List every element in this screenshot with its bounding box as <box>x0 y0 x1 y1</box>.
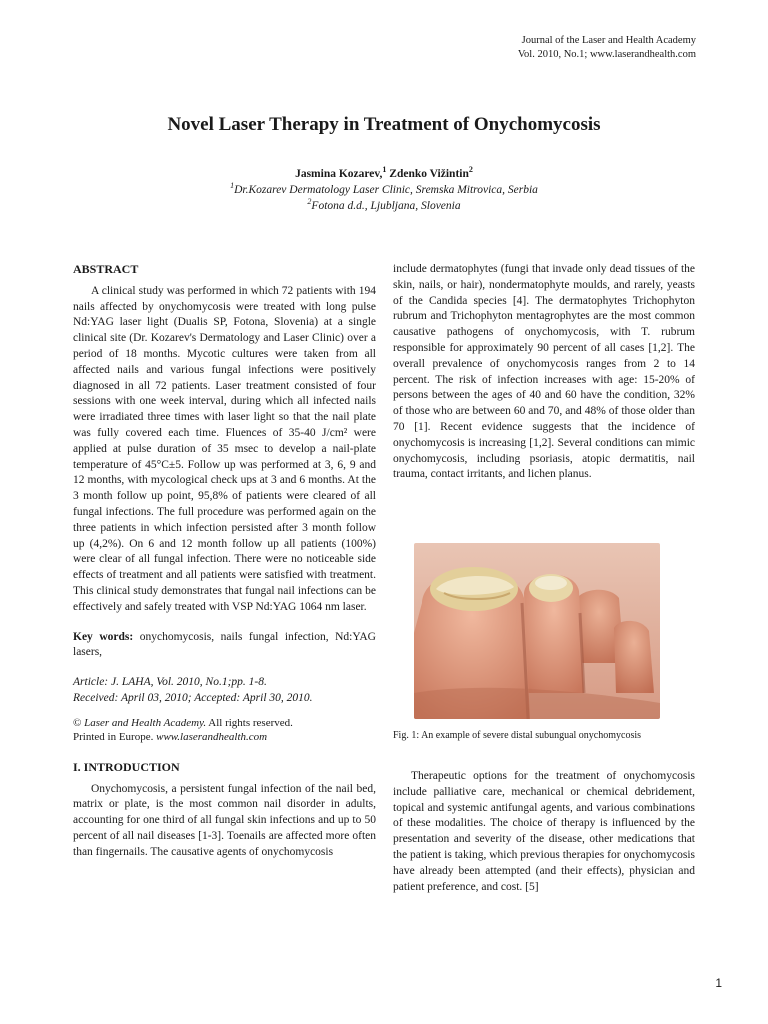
right-column-bottom <box>393 769 695 895</box>
author-2: Zdenko Vižintin <box>386 168 469 180</box>
copyright-symbol: © <box>73 716 85 729</box>
copyright-rights: All rights reserved. <box>206 716 293 729</box>
affiliation-2 <box>0 198 768 214</box>
journal-header <box>518 34 696 62</box>
right-column-top <box>393 262 695 483</box>
journal-name: Journal of the Laser and Health Academy <box>521 35 696 46</box>
page-number: 1 <box>715 976 722 990</box>
keywords-text: onychomycosis, nails fungal infection, Nd:YAG lasers, <box>73 630 376 659</box>
introduction-text-left: Onychomycosis, a persistent fungal infection of the nail bed, matrix or plate, is the most common nail disorder in adults, accounting for one third of all fungal skin infections and up to 50 percent of all nail diseases [1-3]. Toenails are affected more often than fingernails. The causative agents of onychomycosis <box>73 782 376 858</box>
affiliation-1-text: Dr.Kozarev Dermatology Laser Clinic, Sremska Mitrovica, Serbia <box>234 184 538 196</box>
affiliation-1-sup: 1 <box>230 181 235 191</box>
introduction-heading: I. INTRODUCTION <box>73 759 180 774</box>
website-link[interactable]: www.laserandhealth.com <box>156 730 268 743</box>
citation-block <box>73 675 376 707</box>
affiliation-2-text: Fotona d.d., Ljubljana, Slovenia <box>311 200 461 212</box>
toenail-photo <box>414 543 660 719</box>
abstract-text: A clinical study was performed in which 72 patients with 194 nails affected by onychomycosis were treated with long pulse Nd:YAG laser light (Dualis SP, Fotona, Slovenia) at a single clinical site (Dr. Kozarev's Dermatology and Laser Clinic) over a period of 18 months. Mycotic cultures were taken from all affected nails and various fungal infections were positively diagnosed in all 72 patients. Laser treatment consisted of four sessions with one week interval, during which all infected nails were irradiated three times with laser light so that the nail plate was fully covered each time. Fluences of 35-40 J/cm² were applied at pulse duration of 35 msec to develop a nail-plate temperature of 45°C±5. Follow up was performed at 3, 6, 9 and 12 months, with mycological check ups at 3 and 6 months. At the 3 month follow up point, 95,8% of patients were cleared of all fungal infections. The full procedure was performed again on the three patients in which infection persisted after 3 month follow up (4,2%). On 6 and 12 month follow up all patients (100%) were clear of all fungal infection. There were no noticeable side effects of treatment and all patients were satisfied with treatment. This clinical study demonstrates that fungal nail infections can be effectively and safely treated with VSP Nd:YAG 1064 nm laser. <box>73 284 376 613</box>
left-column <box>73 262 376 861</box>
keywords-label: Key words: <box>73 630 134 643</box>
citation-line-2: Received: April 03, 2010; Accepted: April 30, 2010. <box>73 691 313 704</box>
citation-line-1: Article: J. LAHA, Vol. 2010, No.1;pp. 1-8. <box>73 676 267 689</box>
journal-volume: Vol. 2010, No.1; www.laserandhealth.com <box>517 49 696 60</box>
figure-caption: Fig. 1: An example of severe distal subungual onychomycosis <box>393 730 642 741</box>
author-block <box>0 166 768 214</box>
affiliation-2-sup: 2 <box>307 197 312 207</box>
author-1-sup: 1 <box>382 165 387 175</box>
author-2-sup: 2 <box>468 165 473 175</box>
keywords <box>73 630 376 662</box>
author-names <box>0 166 768 182</box>
introduction-text-right: include dermatophytes (fungi that invade only dead tissues of the skin, nails, or hair), nondermatophyte moulds, and rarely, yeasts of the Candida species [4]. The dermatophytes Trichophyton rubrum and Trichophyton mentagrophytes are the most common causative pathogens of onychomycosis, with T. rubrum responsible for approximately 90 percent of all cases [1,2]. The overall prevalence of onychomycosis ranges from 2 to 14 percent. The risk of infection increases with age: 15-20% of persons between the ages of 40 and 60 have the condition, 32% of those who are between 60 and 70, and 48% of those older than 70 [1]. Recent evidence suggests that the incidence of onychomycosis is increasing [1,2]. Several conditions can mimic onychomycosis, including psoriasis, atopic dermatitis, nail trauma, contact irritants, and lichen planus. <box>393 263 695 481</box>
printed-in: Printed in Europe. <box>73 730 157 743</box>
onychomycosis-toe-image <box>414 543 660 719</box>
abstract-heading: ABSTRACT <box>73 262 139 276</box>
paper-title: Novel Laser Therapy in Treatment of Onychomycosis <box>167 114 601 135</box>
affiliation-1 <box>0 182 768 198</box>
author-1: Jasmina Kozarev, <box>295 168 383 180</box>
therapy-text: Therapeutic options for the treatment of onychomycosis include palliative care, mechanical or chemical debridement, topical and systemic antifungal agents, and various combinations of these modalities. The choice of therapy is influenced by the presentation and severity of the disease, other medications that the patient is taking, which previous therapies for onychomycosis have already been attempted (and their effects), physician and patient preference, and cost. [5] <box>393 770 695 893</box>
copyright-academy: Laser and Health Academy. <box>84 716 207 729</box>
copyright-block <box>73 716 376 744</box>
